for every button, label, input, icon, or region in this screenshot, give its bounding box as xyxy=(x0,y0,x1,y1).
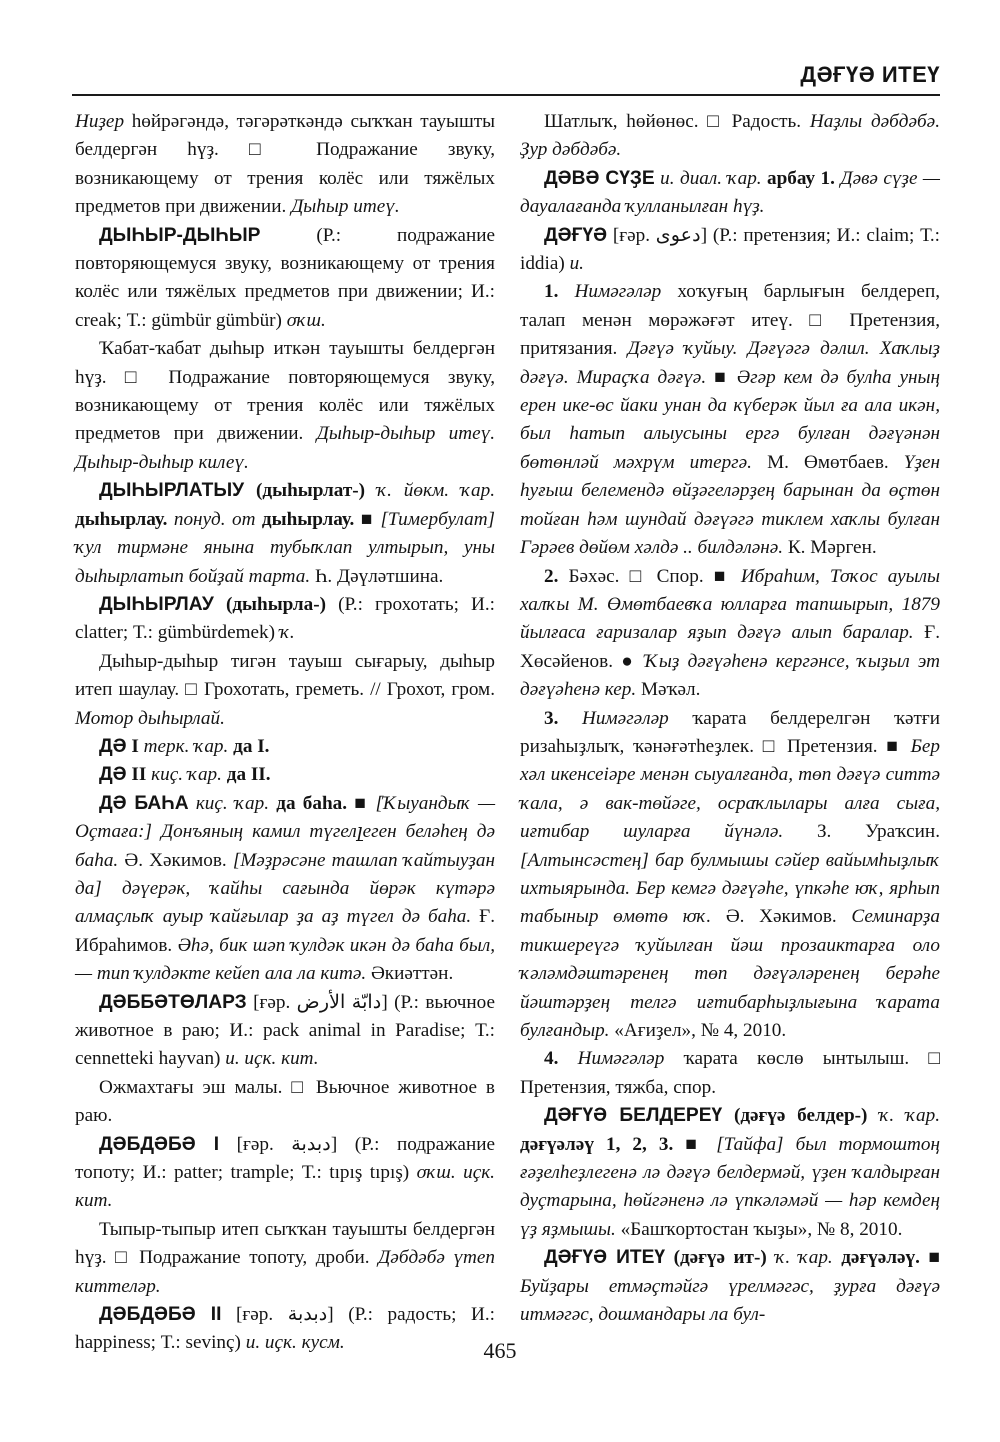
dictionary-entry: ДӘ БАҺА киҫ. ҡар. да баһа. ■ [Ҡыуандыҡ — Оҫтаға:] Донъяның камил түгелլеген беләһең дә баһа. Ә. Хәкимов. [Мәҙрәсәне ташлап ҡайтыуҙан да] дәүерәк, ҡайһы сағында йөрәк күтәрә алмаҫлыҡ ауыр ҡайғылар ҙа аҙ түгел дә баһа. Ғ. Ибраһимов. Әһә, бик шәп ҡулдәк икән дә баһа был, — тип ҡулдәкте кейеп ала ла китә. Әкиәттән. xyxy=(75,792,496,985)
dictionary-entry: ДЫҺЫРЛАТЫУ (дыһырлат-) ҡ. йөкм. ҡар. дыһырлау. понуд. от дыһырлау. ■ [Тимербулат] ҡул тирмәне янына тубыҡлап ултырып, уны дыһырлатып бойҙай тарта. Һ. Дәүләтшина. xyxy=(75,480,496,587)
dictionary-entry: 2. Бәхәс. □ Спор. ■ Ибраһим, Тоҡос ауылы халҡы М. Өмөтбаевҡа юлларға тапшырып, 1879 йылғаса ғаризалар яҙып дәғүә алып баралар. Ғ. Хөсәйенов. ● Ҡыҙ дәғүәһенә кергәнсе, ҡыҙыл эт дәғүәһенә кер. Мәҡәл. xyxy=(520,565,941,701)
dictionary-entry: ДӘ I терк. ҡар. да I. xyxy=(99,735,270,757)
dictionary-entry: ДӘҒҮӘ [ғәр. دعوى] (Р.: претензия; И.: claim; Т.: iddia) и. xyxy=(520,224,940,275)
dictionary-entry: ДЫҺЫРЛАУ (дыһырла-) (Р.: грохотать; И.: clatter; Т.: gümbürdemek) ҡ. xyxy=(75,593,495,644)
page-number: 465 xyxy=(483,1338,517,1363)
dictionary-entry: ДӘББӘТӨЛАРЗ [ғәр. دابّة الأرض] (Р.: вьючное животное в раю; И.: pack animal in Paradise; Т.: cennetteki hayvan) и. иҫк. кит. xyxy=(75,991,495,1070)
running-header xyxy=(72,62,940,96)
dictionary-entry: Дыһыр-дыһыр тигән тауыш сығарыу, дыһыр итеп шаулау. □ Грохотать, греметь. // Грохот, гром. Мотор дыһырлай. xyxy=(75,650,495,729)
dictionary-entry: 4. Нимәгәләр ҡарата көслө ынтылыш. □ Претензия, тяжба, спор. xyxy=(520,1048,941,1098)
dictionary-entry: Ҡабат-ҡабат дыһыр иткән тауышты белдергән һүҙ. □ Подражание повторяющемуся звуку, возникающему от трения колёс или тяжёлых предметов при движении. Дыһыр-дыһыр итеү. Дыһыр-дыһыр килеү. xyxy=(75,338,495,473)
running-title: ДӘҒҮӘ ИТЕҮ xyxy=(800,62,940,87)
right-column xyxy=(520,108,940,1329)
dictionary-entry: ДӘҒҮӘ ИТЕҮ (дәғүә ит-) ҡ. ҡар. дәғүәләү. ■ Буйҙары етмәҫтәйгә үрелмәгәс, ҙурға дәғүә итмәгәс, дошмандары ла бул- xyxy=(520,1247,941,1326)
dictionary-entry: ДӘҒҮӘ БЕЛДЕРЕҮ (дәғүә белдер-) ҡ. ҡар. дәғүәләү 1, 2, 3. ■ [Тайфа] был тормоштоң ғәҙелһеҙлегенә лә дәғүә белдермәй, үҙен ҡалдырған дуҫтарына, һөйгәненә лә үпкәләмәй — һәр кемдең үҙ яҙмышы. «Башҡортостан ҡыҙы», № 8, 2010. xyxy=(520,1105,941,1240)
dictionary-entry: ДӘВӘ СҮҘЕ и. диал. ҡар. арбау 1. Дәвә сүҙе — дауалағанда ҡулланылған һүҙ. xyxy=(520,167,940,218)
dictionary-entry: 1. Нимәгәләр хоҡуғың барлығын белдереп, талап менән мөрәжәғәт итеү. □ Претензия, притязания. Дәғүә ҡуйыу. Дәғүәгә дәлил. Хаҡлыҙ дәғүә. Мираҫҡа дәғүә. ■ Әгәр кем дә булһа уның ерен ике-өс йаки унан да күберәк йыл ға ала икән, был һатып алыусыны ергә булған дәғүәнән бөтөнләй мәхрүм итергә. М. Өмөтбаев. Үҙен һуғыш белемендә өйҙәгеләрҙең барынан да өҫтөн тойған һәм шундай дәғүәгә тиклем хаҡлы булған Гәрәев дөйөм хәлдә .. билдәләнә. К. Мәрген. xyxy=(520,281,941,559)
dictionary-entry: Тыпыр-тыпыр итеп сыҡҡан тауышты белдергән һүҙ. □ Подражание топоту, дроби. Дәбдәбә үтеп киттеләр. xyxy=(75,1218,495,1297)
dictionary-entry: Шатлыҡ, һөйөнөс. □ Радость. Наҙлы дәбдәбә. Ҙур дәбдәбә. xyxy=(520,111,940,161)
dictionary-entry: 3. Нимәгәләр ҡарата белдерелгән ҡәтғи ризаһыҙлыҡ, ҡәнәғәтһеҙлек. □ Претензия. ■ Бер хәл икенсеiәре менән сыуалғанда, төп дәғүә ситтә ҡала, ә вак-төйәге, осраҡлылары алға сыға, иғтибар шуларға йүнәлә. З. Ураҡсин. [Алтынсәстең] бар булмышы сәйер вайымһыҙлыҡ ихтыярында. Бер кемгә дәғүәһе, үпкәһе юҡ, ярһып табыныр өмөтө юҡ. Ә. Хәкимов. Семинарҙа тикшереүгә ҡуйылған йәш прозаиктарға оло ҡәләмдәштәренең төп дәғүәләренең берәһе йәштәрҙең телгә иғтибарһыҙлығына ҡарата булғандыр. «Ағиҙел», № 4, 2010. xyxy=(520,707,940,1041)
dictionary-entry: Ожмахтағы эш малы. □ Вьючное животное в раю. xyxy=(75,1076,495,1127)
left-column xyxy=(75,108,495,1358)
dictionary-entry: ДЫҺЫР-ДЫҺЫР (Р.: подражание повторяющемуся звуку, возникающему от трения колёс или тяжёлых предметов при движении; И.: creak; Т.: gümbür gümbür) оҡш. xyxy=(75,224,495,331)
dictionary-entry: Ниҙер һөйрәгәндә, тәгәрәткәндә сыҡҡан тауышты белдергән һүҙ. □ Подражание звуку, возникающему от трения колёс или тяжёлых предметов при движении. Дыһыр итеү. xyxy=(75,111,495,218)
dictionary-entry: ДӘ II киҫ. ҡар. да II. xyxy=(99,764,271,786)
dictionary-entry: ДӘБДӘБӘ II [ғәр. دبدبة] (Р.: радость; И.: happiness; Т.: sevinç) и. иҫк. кусм. xyxy=(75,1304,495,1354)
dictionary-entry: ДӘБДӘБӘ I [ғәр. دبدبة] (Р.: подражание топоту; И.: patter; trample; Т.: tıpış tıpış) оҡш. иҫк. кит. xyxy=(75,1133,495,1212)
